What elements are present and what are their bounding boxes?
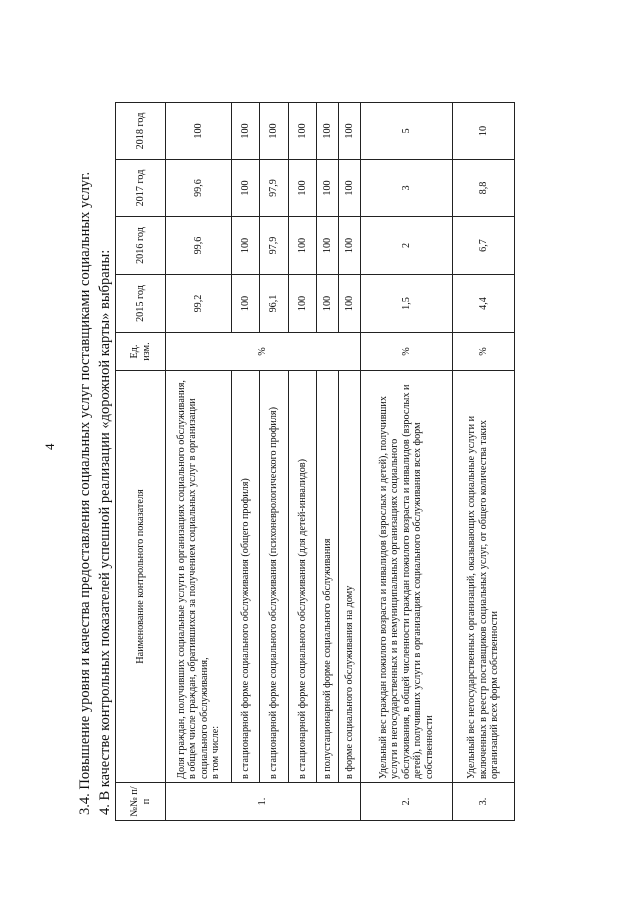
unit-cell: % (166, 333, 361, 371)
value-2017: 99,6 (166, 160, 232, 217)
intro-heading: 4. В качестве контрольных показателей успешной реализации «дорожной карты» выбраны: (97, 249, 113, 815)
indicator-name: Удельный вес граждан пожилого возраста и инвалидов (взрослых и детей), получивших услуги в негосударственных и в немуниципальных организациях социального обслуживания, в общей численности граждан пожилого возраста и инвалидов (взрослых и детей), получивших услуги в организациях социального обслуживания всех форм собственности (361, 371, 453, 783)
unit-cell: % (361, 333, 453, 371)
header-2018: 2018 год (116, 103, 166, 160)
value-2018: 100 (289, 103, 317, 160)
value-2015: 1,5 (361, 275, 453, 333)
indicator-name: в стационарной форме социального обслуживания (для детей-инвалидов) (289, 371, 317, 783)
value-2016: 2 (361, 217, 453, 275)
value-2017: 100 (289, 160, 317, 217)
value-2016: 100 (289, 217, 317, 275)
value-2018: 100 (339, 103, 361, 160)
value-2018: 100 (232, 103, 260, 160)
table-row (361, 103, 453, 821)
indicator-name-text: Доля граждан, получивших социальные услуги в организациях социального обслуживания, в общем числе граждан, обратившихся за получением социальных услуг в организации социального обслуживания, (175, 380, 210, 779)
value-2015: 100 (339, 275, 361, 333)
value-2015: 100 (317, 275, 339, 333)
header-2015: 2015 год (116, 275, 166, 333)
table-row (260, 103, 289, 821)
value-2016: 100 (339, 217, 361, 275)
value-2015: 100 (289, 275, 317, 333)
value-2016: 97,9 (260, 217, 289, 275)
value-2018: 10 (453, 103, 515, 160)
value-2016: 100 (232, 217, 260, 275)
value-2018: 5 (361, 103, 453, 160)
value-2017: 100 (339, 160, 361, 217)
value-2015: 4,4 (453, 275, 515, 333)
value-2017: 3 (361, 160, 453, 217)
value-2017: 100 (317, 160, 339, 217)
row-number: 3. (453, 783, 515, 821)
including-label: в том числе: (209, 725, 221, 779)
value-2018: 100 (166, 103, 232, 160)
indicator-name: Удельный вес негосударственных организаций, оказывающих социальные услуги и включенных в реестр поставщиков социальных услуг, от общего количества таких организаций всех форм собственности (453, 371, 515, 783)
indicator-name: в стационарной форме социального обслуживания (психоневрологического профиля) (260, 371, 289, 783)
value-2017: 8,8 (453, 160, 515, 217)
table-row (339, 103, 361, 821)
value-2015: 96,1 (260, 275, 289, 333)
value-2016: 99,6 (166, 217, 232, 275)
page-number: 4 (42, 443, 57, 450)
table-row (166, 103, 232, 821)
value-2017: 97,9 (260, 160, 289, 217)
value-2015: 99,2 (166, 275, 232, 333)
value-2017: 100 (232, 160, 260, 217)
table-row (289, 103, 317, 821)
row-number: 1. (166, 783, 361, 821)
indicator-name: в форме социального обслуживания на дому (339, 371, 361, 783)
table-row (453, 103, 515, 821)
header-2016: 2016 год (116, 217, 166, 275)
indicator-name: в полустационарной форме социального обслуживания (317, 371, 339, 783)
table-row (232, 103, 260, 821)
row-number: 2. (361, 783, 453, 821)
header-name: Наименование контрольного показателя (116, 371, 166, 783)
section-heading: 3.4. Повышение уровня и качества предоставления социальных услуг поставщиками социальных услуг. (77, 171, 93, 815)
header-2017: 2017 год (116, 160, 166, 217)
indicators-table (115, 102, 515, 821)
header-num: №№ п/п (116, 783, 166, 821)
indicator-name: в стационарной форме социального обслуживания (общего профиля) (232, 371, 260, 783)
value-2016: 6,7 (453, 217, 515, 275)
value-2018: 100 (260, 103, 289, 160)
indicator-name (166, 371, 232, 783)
header-unit: Ед. изм. (116, 333, 166, 371)
value-2015: 100 (232, 275, 260, 333)
unit-cell: % (453, 333, 515, 371)
value-2018: 100 (317, 103, 339, 160)
table-row (317, 103, 339, 821)
table-header-row (116, 103, 166, 821)
value-2016: 100 (317, 217, 339, 275)
